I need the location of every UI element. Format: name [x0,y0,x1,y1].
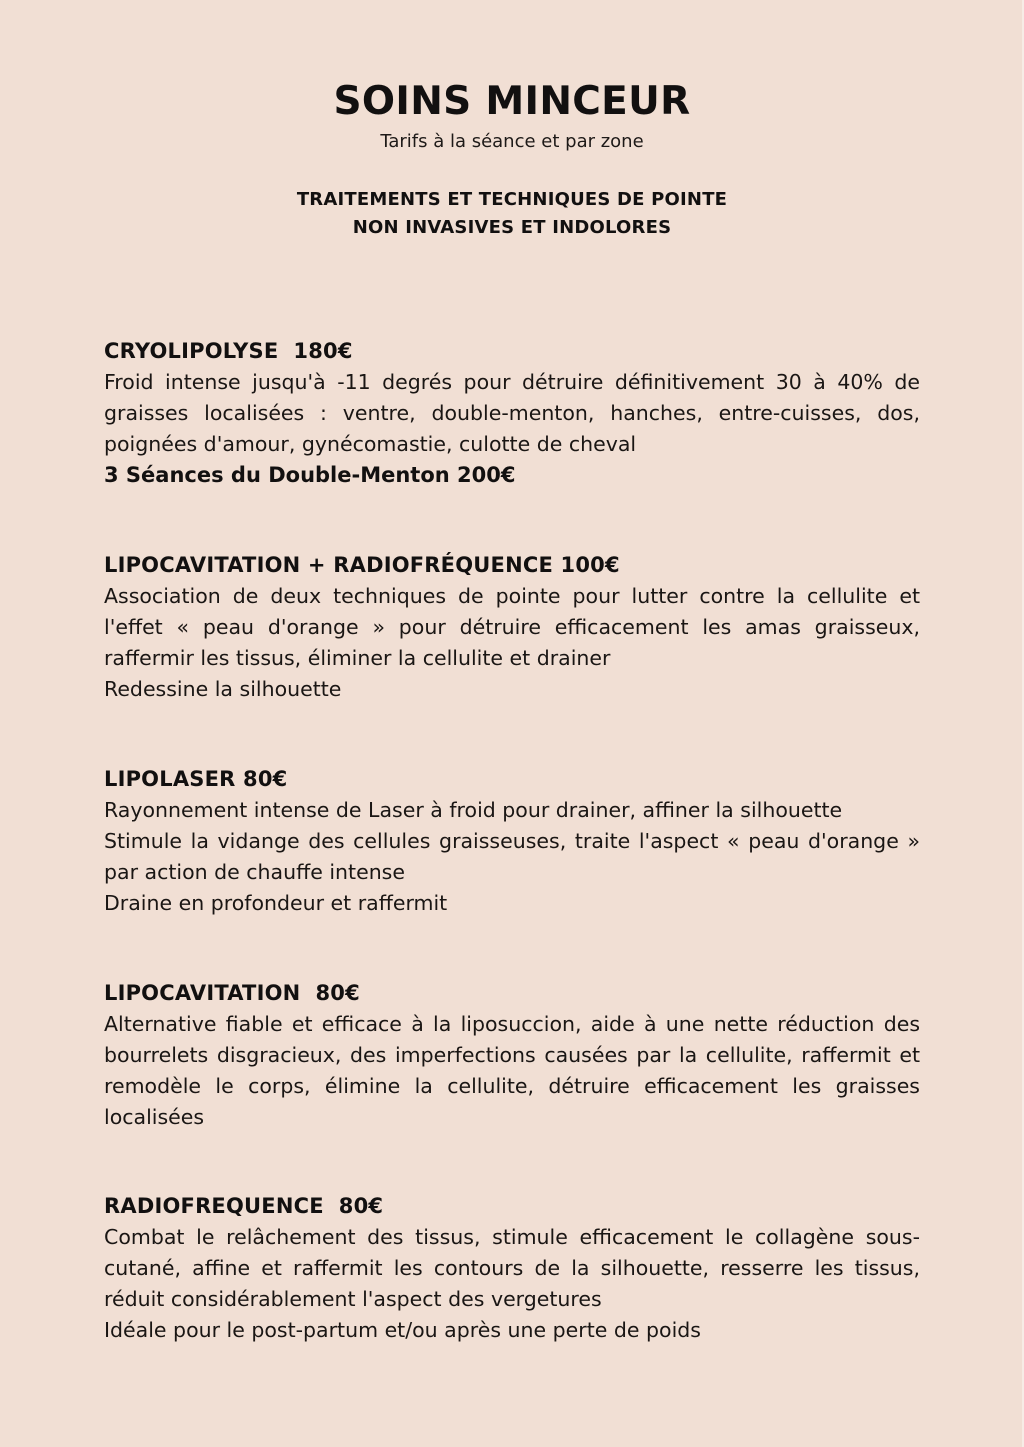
page-title: SOINS MINCEUR [333,79,691,124]
treatment-heading: LIPOCAVITATION + RADIOFRÉQUENCE 100€ [104,553,620,577]
description-paragraph: Froid intense jusqu'à -11 degrés pour détruire définitivement 30 à 40% de graisses localisées : ventre, double-menton, hanches, entre-cuisses, dos, poignées d'amour, gynécomastie, culotte de cheval [104,370,920,456]
description-paragraph: Rayonnement intense de Laser à froid pour drainer, affiner la silhouette [104,798,843,822]
treatment-cryolipolyse [104,336,920,491]
page-header [0,78,1024,242]
treatment-lipolaser [104,764,920,919]
treatment-description [104,367,920,460]
tagline-line-2: NON INVASIVES ET INDOLORES [352,217,672,238]
page-subtitle: Tarifs à la séance et par zone [380,131,644,152]
treatment-lipocavitation-radiofrequence [104,550,920,705]
tagline-line-1: TRAITEMENTS ET TECHNIQUES DE POINTE [296,189,728,210]
treatment-heading: RADIOFREQUENCE 80€ [104,1194,384,1218]
description-paragraph: Redessine la silhouette [104,677,342,701]
treatment-heading: LIPOLASER 80€ [104,767,288,791]
treatment-description [104,1222,920,1346]
description-paragraph: Alternative fiable et efficace à la liposuccion, aide à une nette réduction des bourrelets disgracieux, des imperfections causées par la cellulite, raffermit et remodèle le corps, élimine la cellulite, détruire efficacement les graisses localisées [104,1012,920,1129]
treatment-offer: 3 Séances du Double-Menton 200€ [104,463,516,487]
treatment-radiofrequence [104,1191,920,1346]
description-paragraph: Idéale pour le post-partum et/ou après une perte de poids [104,1318,701,1342]
treatment-heading: CRYOLIPOLYSE 180€ [104,339,353,363]
description-paragraph: Combat le relâchement des tissus, stimule efficacement le collagène sous-cutané, affine et raffermit les contours de la silhouette, resserre les tissus, réduit considérablement l'aspect des vergetures [104,1225,920,1311]
treatment-lipocavitation [104,978,920,1133]
description-paragraph: Draine en profondeur et raffermit [104,891,448,915]
tagline [0,186,1024,242]
description-paragraph: Stimule la vidange des cellules graisseuses, traite l'aspect « peau d'orange » par action de chauffe intense [104,829,920,884]
treatment-description [104,1009,920,1133]
treatment-description [104,581,920,705]
description-paragraph: Association de deux techniques de pointe pour lutter contre la cellulite et l'effet « peau d'orange » pour détruire efficacement les amas graisseux, raffermir les tissus, éliminer la cellulite et drainer [104,584,920,670]
treatment-heading: LIPOCAVITATION 80€ [104,981,360,1005]
treatment-description [104,795,920,919]
